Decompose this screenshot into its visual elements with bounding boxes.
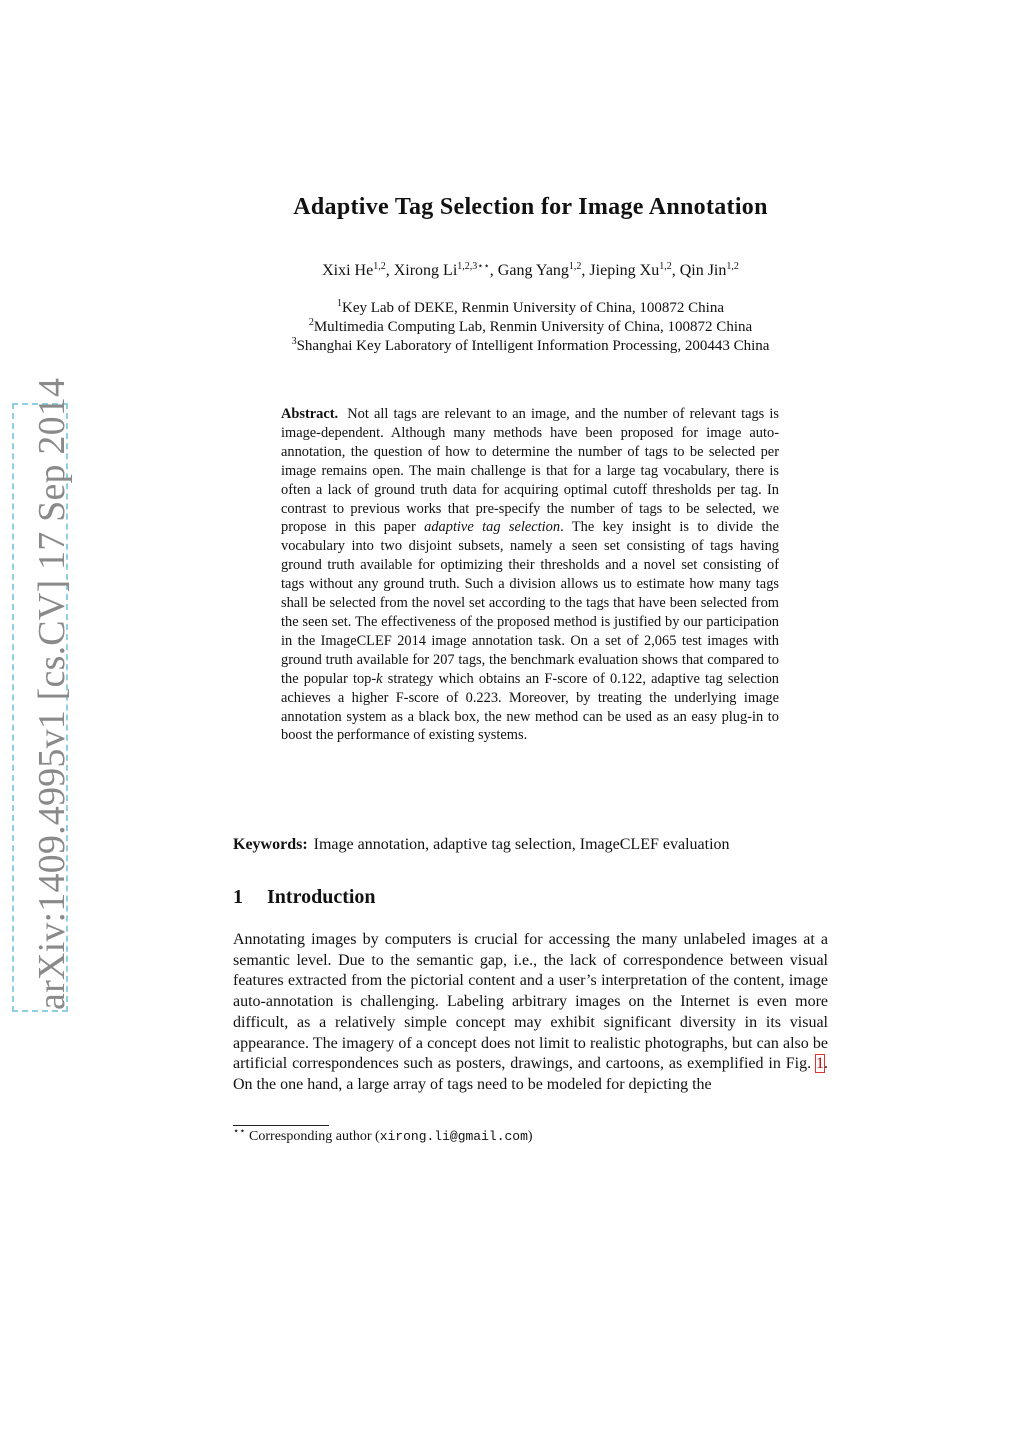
footnote: ⋆⋆ Corresponding author (xirong.li@gmail.com) (233, 1126, 533, 1144)
keywords-text: Image annotation, adaptive tag selection, ImageCLEF evaluation (313, 836, 730, 853)
footnote-rule (233, 1125, 329, 1126)
paper-title: Adaptive Tag Selection for Image Annotation (293, 194, 768, 220)
section-heading (233, 886, 828, 909)
arxiv-stamp[interactable]: arXiv:1409.4995v1 [cs.CV] 17 Sep 2014 (31, 377, 73, 1010)
author: Jieping Xu$^{1,2}$ (589, 261, 672, 279)
keywords-label: Keywords: (233, 836, 308, 853)
author: Gang Yang$^{1,2}$ (497, 261, 582, 279)
abstract-emphasis: adaptive tag selection (424, 519, 561, 536)
author-email-link[interactable]: xirong.li@gmail.com (379, 1129, 528, 1144)
affiliation: $^1$Key Lab of DEKE, Renmin University of China, 100872 China (336, 298, 725, 316)
affiliation: $^3$Shanghai Key Laboratory of Intelligent Information Processing, 200443 China (291, 336, 770, 354)
author: Xirong $Li^{1,2,3⋆⋆}$ (393, 261, 490, 279)
section-number: 1 (233, 886, 243, 908)
abstract: Abstract. Not all tags are relevant to an image, and the number of relevant tags is image-dependent. Although many methods have been proposed for image auto-annotation, the question of how to determine the number of tags to be selected per image remains open. The main challenge is that for a large tag vocabulary, there is often a lack of ground truth data for acquiring optimal cutoff thresholds per tag. In contrast to previous works that pre-specify the number of tags to be selected, we propose in this paper adaptive tag selection. The key insight is to divide the vocabulary into two disjoint subsets, namely a seen set consisting of tags having ground truth available for optimizing their thresholds and a novel set consisting of tags without any ground truth. Such a division allows us to estimate how many tags shall be selected from the novel set according to the tags that have been selected from the seen set. The effectiveness of the proposed method is justified by our participation in the ImageCLEF 2014 image annotation task. On a set of 2,065 test images with ground truth available for 207 tags, the benchmark evaluation shows that compared to the popular top-k strategy which obtains an F-score of 0.122, adaptive tag selection achieves a higher F-score of 0.223. Moreover, by treating the underlying image annotation system as a black box, the new method can be used as an easy plug-in to boost the performance of existing systems. (281, 406, 779, 744)
affiliation: $^2$Multimedia Computing Lab, Renmin University of China, 100872 China (308, 317, 753, 335)
footnote-mark: ⋆⋆ (233, 1126, 246, 1137)
intro-paragraph: Annotating images by computers is crucial for accessing the many unlabeled images at a semantic level. Due to the semantic gap, i.e., the lack of correspondence between visual features extracted from the pictorial content and a user’s interpretation of the content, image auto-annotation is challenging. Labeling arbitrary images on the Internet is even more difficult, as a relatively simple concept may exhibit significant diversity in its visual appearance. The imagery of a concept does not limit to realistic photographs, but can also be artificial correspondences such as posters, drawings, and cartoons, as exemplified in Fig. 1. On the one hand, a large array of tags need to be modeled for depicting the (233, 931, 828, 1093)
author: Qin Jin$^{1,2}$ (679, 261, 739, 279)
abstract-label: Abstract. (281, 406, 339, 422)
author-list: Xixi He$^{1,2}$, Xirong $Li^{1,2,3⋆⋆}$, Gang Yang$^{1,2}$, Jieping Xu$^{1,2}$, Qin Jin$^{1,2}$ (322, 261, 739, 279)
section-title: Introduction (267, 886, 376, 908)
keywords (233, 836, 828, 854)
figure-reference-link[interactable]: 1 (816, 1055, 824, 1073)
affiliations (233, 299, 828, 356)
author: Xixi He$^{1,2}$ (322, 261, 386, 279)
